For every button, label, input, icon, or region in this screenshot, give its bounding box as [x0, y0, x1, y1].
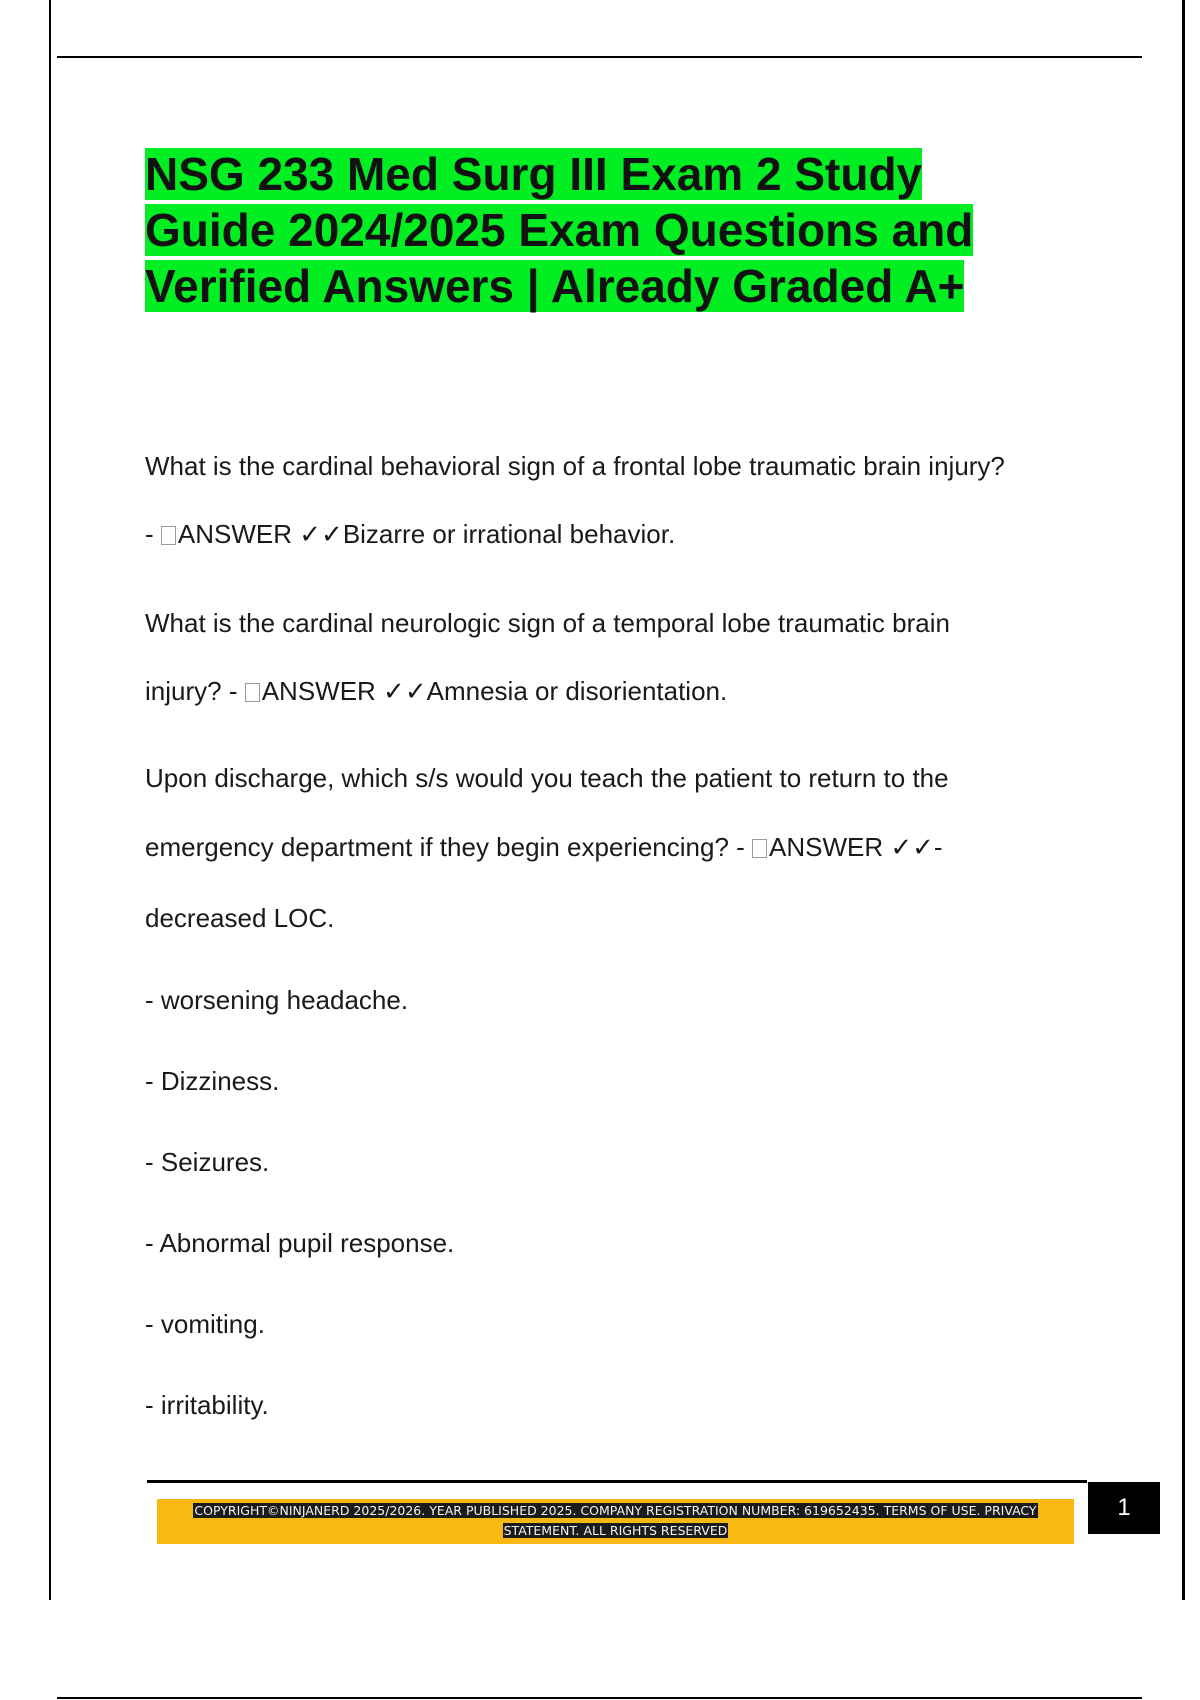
list-item: - vomiting.: [145, 1309, 265, 1339]
question-3: Upon discharge, which s/s would you teach the patient to return to the: [145, 763, 949, 793]
missing-glyph-icon: [161, 526, 176, 545]
copyright-line-1: COPYRIGHT©NINJANERD 2025/2026. YEAR PUBLISHED 2025. COMPANY REGISTRATION NUMBER: 619652435. TERMS OF USE. PRIVACY: [194, 1503, 1037, 1518]
answer-3-label: ANSWER ✓✓-: [769, 832, 943, 862]
answer-2: [145, 676, 727, 706]
question-2: What is the cardinal neurologic sign of a temporal lobe traumatic brain: [145, 608, 950, 638]
page-border-right: [1182, 0, 1185, 1600]
answer-2-label: ANSWER ✓✓: [261, 676, 427, 706]
answer-2-prefix: injury? -: [145, 676, 245, 706]
list-item: - worsening headache.: [145, 985, 409, 1015]
answer-1-text: Bizarre or irrational behavior.: [342, 519, 676, 549]
document-title-text: NSG 233 Med Surg III Exam 2 Study Guide 2024/2025 Exam Questions and Verified Answers | Already Graded A+: [145, 148, 974, 312]
list-item: - irritability.: [145, 1390, 269, 1420]
footer-rule: [147, 1480, 1087, 1483]
next-page-rule: [57, 1697, 1142, 1699]
answer-3-prefix: emergency department if they begin experiencing? -: [145, 832, 753, 862]
answer-1-prefix: -: [145, 519, 161, 549]
answer-3-text: decreased LOC.: [145, 903, 335, 933]
list-item: - Dizziness.: [145, 1066, 280, 1096]
list-item: - Seizures.: [145, 1147, 270, 1177]
document-title: [145, 146, 1045, 314]
answer-1: [145, 519, 675, 549]
answer-2-text: Amnesia or disorientation.: [426, 676, 728, 706]
answer-1-label: ANSWER ✓✓: [177, 519, 343, 549]
missing-glyph-icon: [752, 839, 767, 858]
header-rule: [57, 56, 1142, 58]
question-1: What is the cardinal behavioral sign of a frontal lobe traumatic brain injury?: [145, 451, 1005, 481]
page-number: 1: [1088, 1482, 1160, 1534]
copyright-line-2: STATEMENT. ALL RIGHTS RESERVED: [503, 1523, 728, 1538]
copyright-footer: [157, 1499, 1074, 1544]
answer-3: [145, 832, 943, 862]
missing-glyph-icon: [245, 683, 260, 702]
page-border-left: [49, 0, 51, 1600]
list-item: - Abnormal pupil response.: [145, 1228, 455, 1258]
